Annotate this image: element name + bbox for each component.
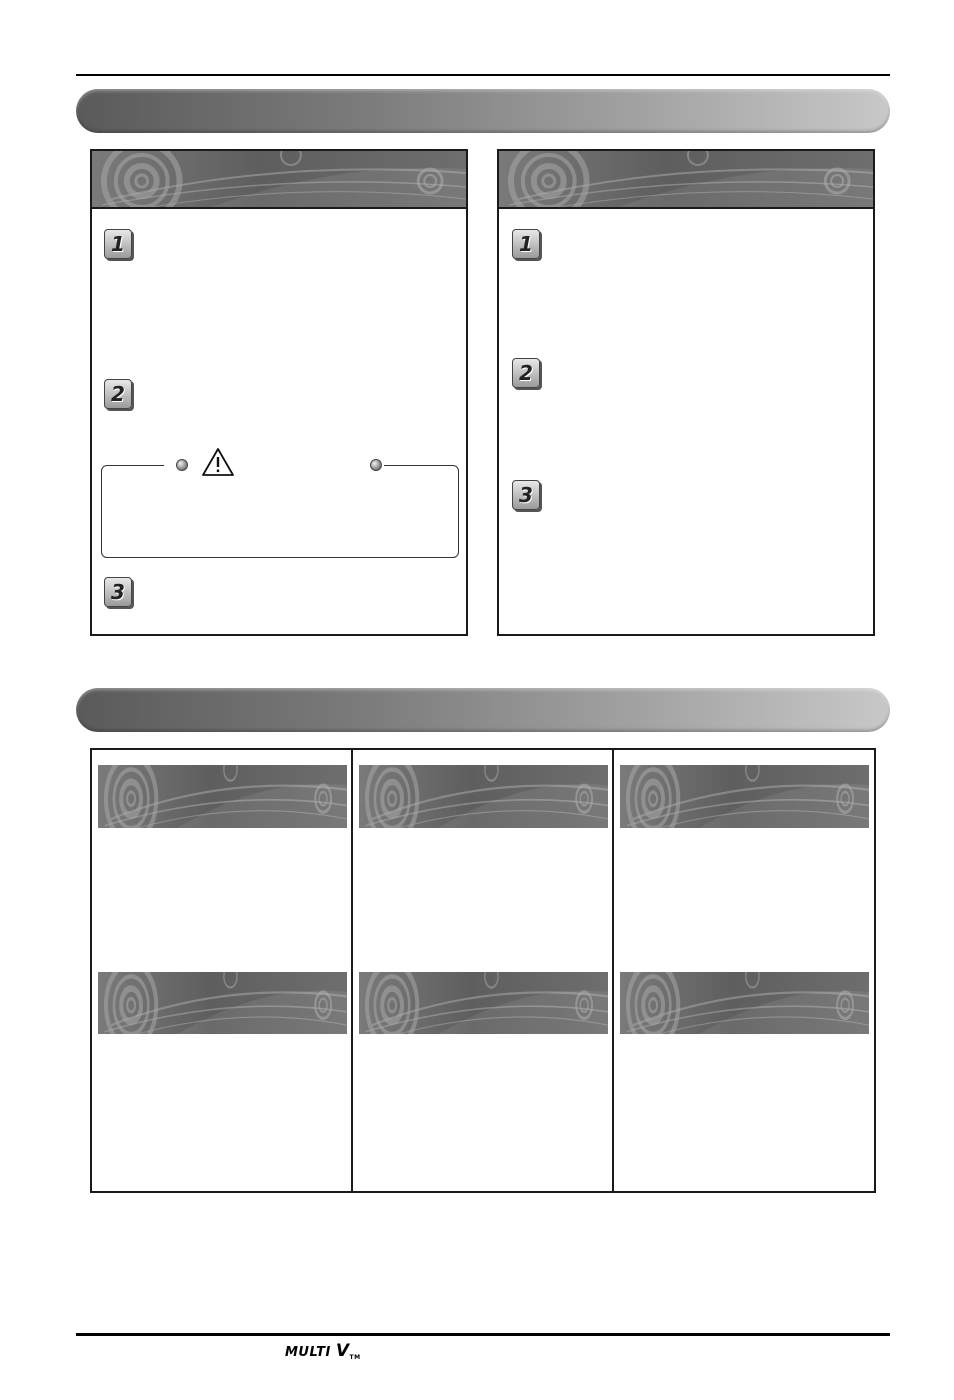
feature-grid [90,748,876,1193]
decorative-swirl-icon [98,972,347,1034]
decorative-swirl-icon [620,972,869,1034]
decorative-swirl-icon [98,765,347,828]
decorative-swirl-icon [359,972,608,1034]
step-2-badge [104,379,132,409]
bead-left-icon [176,459,188,471]
section-header-bar-1 [76,89,890,133]
grid-divider-1 [351,750,353,1191]
bead-right-icon [370,459,382,471]
grid-card-3-banner [620,765,869,828]
logo-word: MULTI [285,1345,331,1360]
banner-divider [92,207,466,209]
grid-card-6-banner [620,972,869,1034]
step-2-badge [512,358,540,388]
step-1-badge [104,229,132,259]
decorative-swirl-icon [92,151,466,207]
step-1-badge [512,229,540,259]
decorative-swirl-icon [359,765,608,828]
grid-card-5-banner [359,972,608,1034]
panel-banner [499,151,873,207]
logo-letter: V [335,1341,350,1361]
banner-divider [499,207,873,209]
warning-header-gap [164,457,384,473]
decorative-swirl-icon [620,765,869,828]
top-rule [76,74,890,76]
logo-trademark: TM [349,1354,361,1361]
decorative-swirl-icon [499,151,873,207]
panel-banner [92,151,466,207]
step-number: 2 [111,382,125,406]
step-number: 3 [519,483,533,507]
step-number: 1 [519,232,533,256]
grid-card-1-banner [98,765,347,828]
step-number: 2 [519,361,533,385]
step-number: 3 [111,580,125,604]
warning-box [101,465,459,558]
step-3-badge [512,480,540,510]
bottom-rule [76,1333,890,1336]
section-header-bar-2 [76,688,890,732]
grid-card-2-banner [359,765,608,828]
procedure-panel-right [497,149,875,636]
brand-logo [285,1341,361,1361]
warning-triangle-icon [201,447,235,477]
step-3-badge [104,577,132,607]
step-number: 1 [111,232,125,256]
grid-card-4-banner [98,972,347,1034]
procedure-panel-left [90,149,468,636]
grid-divider-2 [612,750,614,1191]
